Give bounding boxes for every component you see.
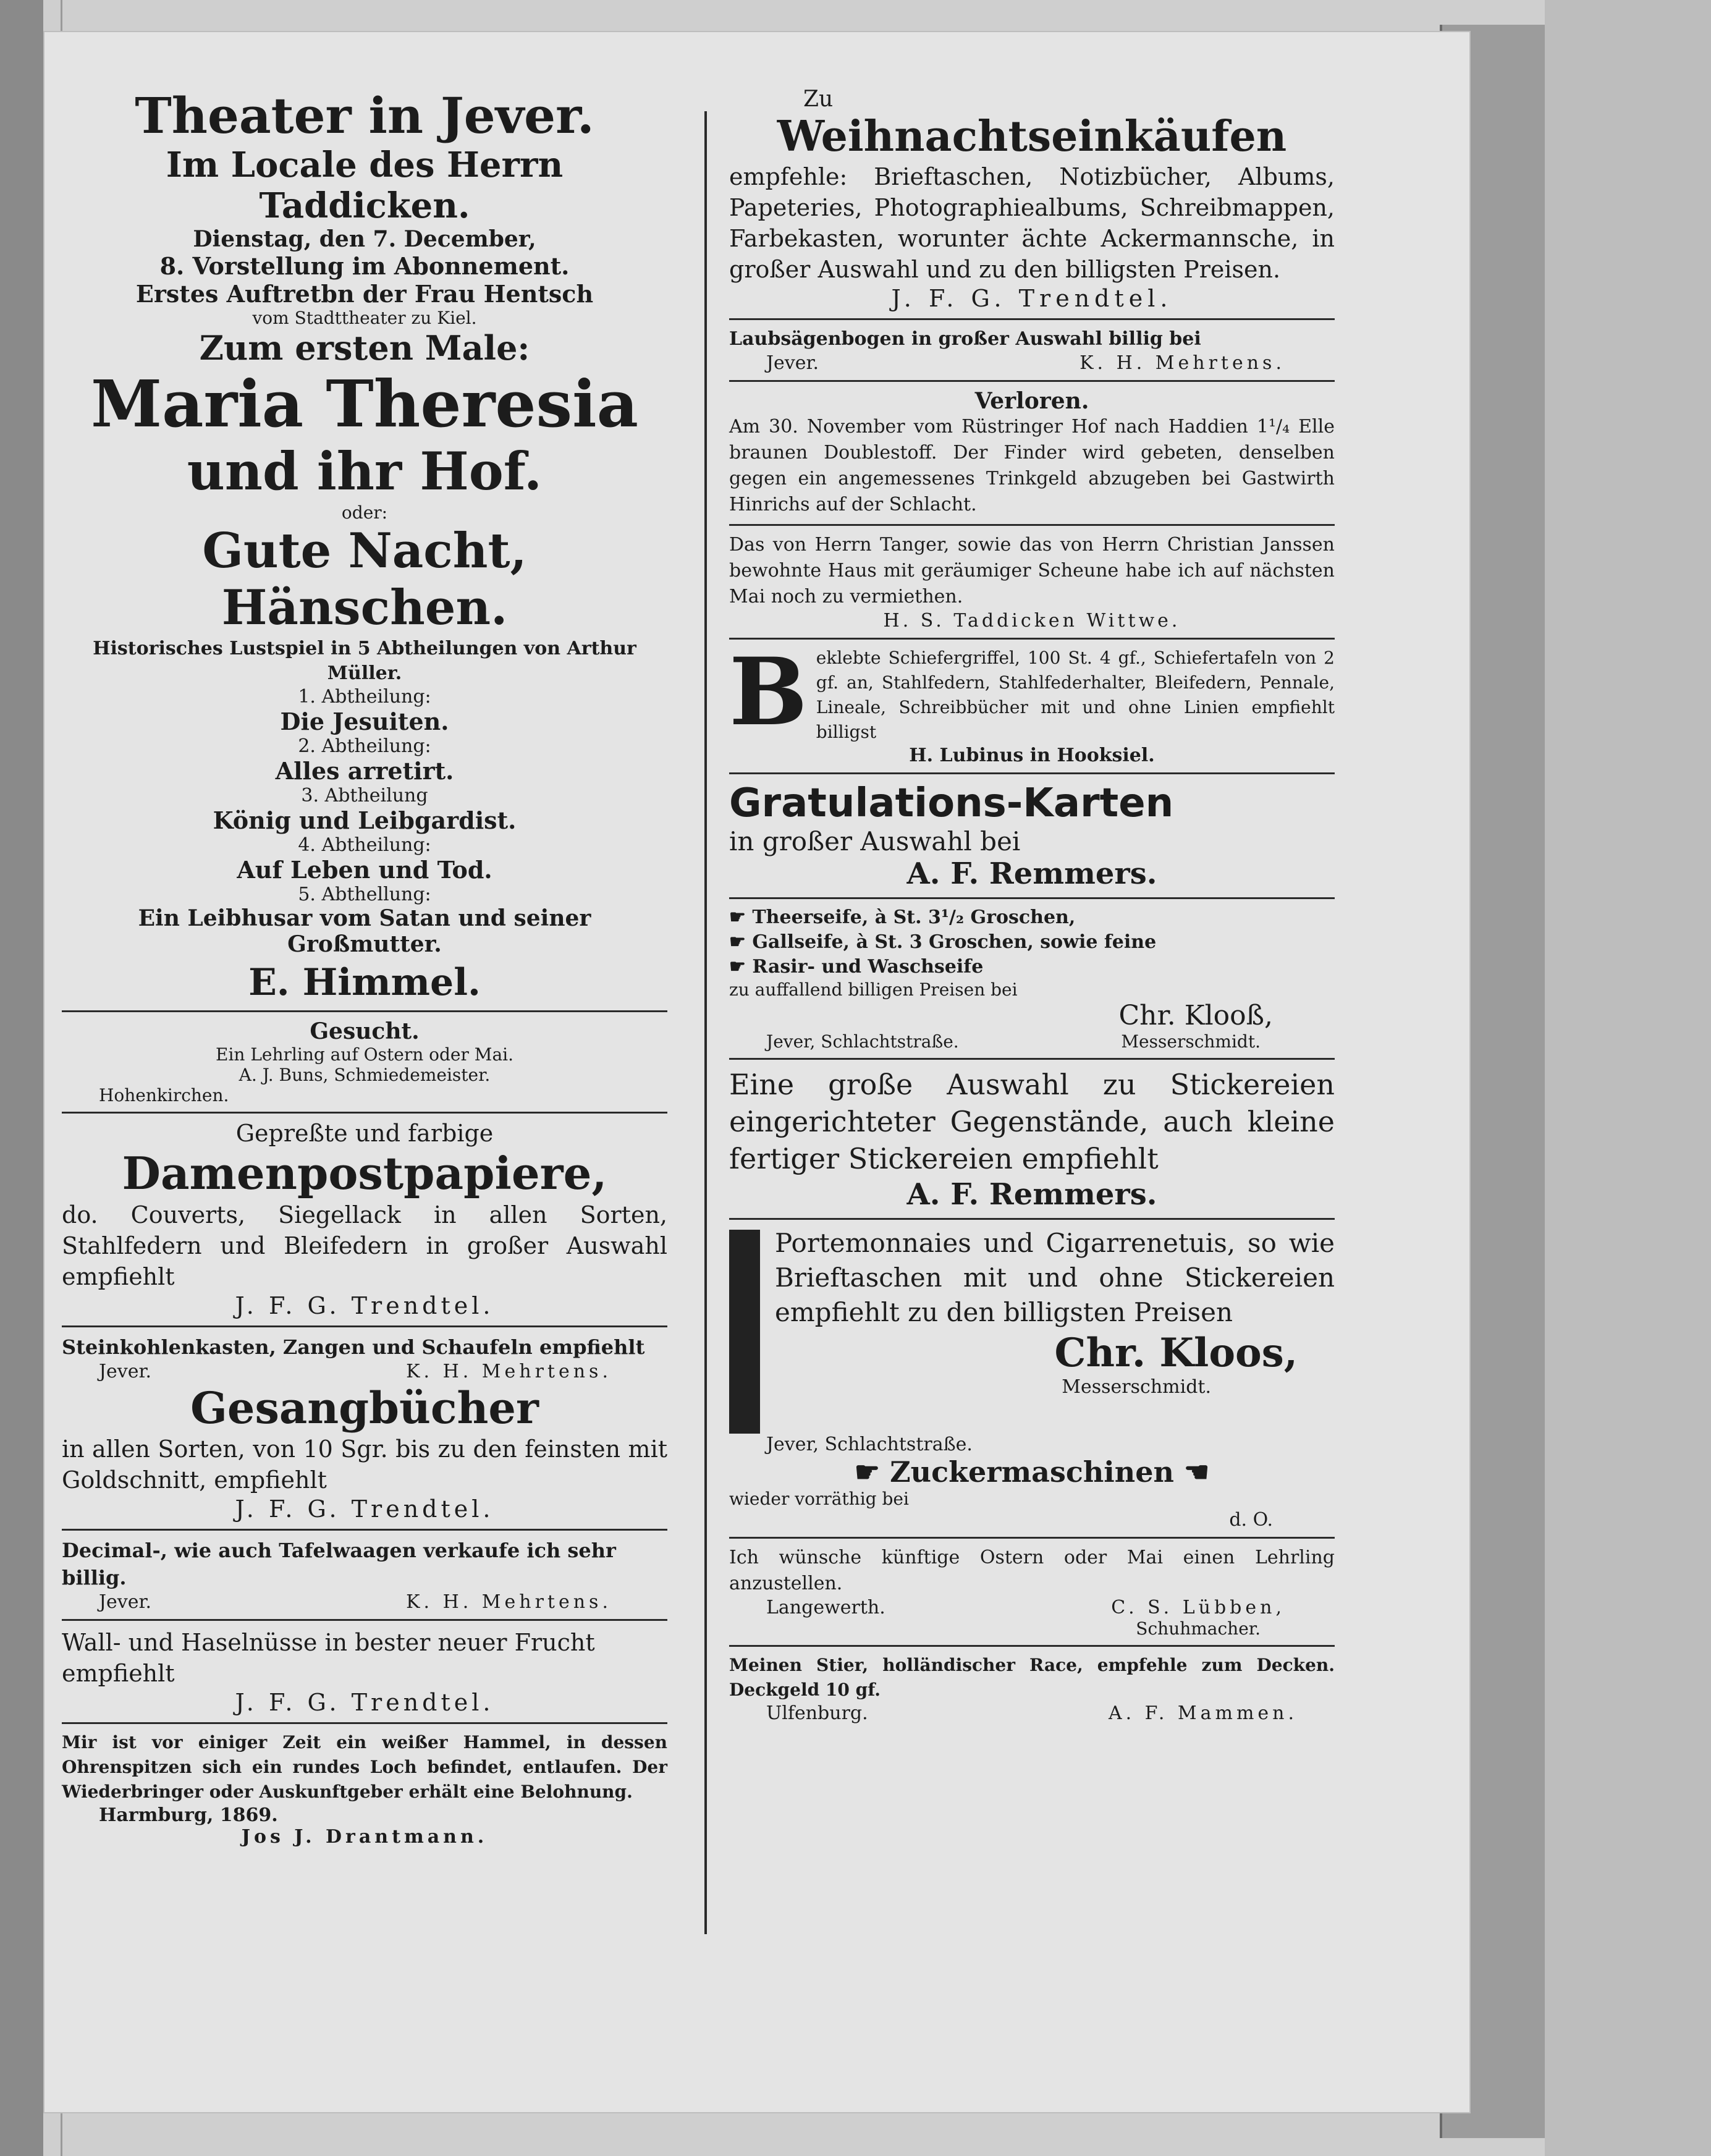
schiefer-text: eklebte Schiefergriffel, 100 St. 4 gf., Schiefertafeln von 2 gf. an, Stahlfedern, Stahlfederhalter, Bleifedern, Pennale, Lineale, Schreibbücher mit und ohne Linien empfiehlt billigst bbox=[816, 648, 1335, 742]
gesucht-signature: A. J. Buns, Schmiedemeister. bbox=[239, 1065, 491, 1085]
hand-right-icon: ☚ bbox=[1173, 1455, 1210, 1489]
zucker-signature: d. O. bbox=[1229, 1509, 1273, 1531]
haus-ad bbox=[729, 532, 1335, 632]
nuesse-signature: J. F. G. Trendtel. bbox=[235, 1689, 494, 1716]
porte-signature: Chr. Kloos, bbox=[1054, 1330, 1298, 1376]
gesang-text: in allen Sorten, von 10 Sgr. bis zu den feinsten mit Goldschnitt, empfiehlt bbox=[62, 1435, 667, 1494]
act-title: Ein Leibhusar vom Satan und seiner Großmutter. bbox=[138, 905, 591, 957]
haus-signature: H. S. Taddicken Wittwe. bbox=[883, 610, 1181, 632]
damen-ad bbox=[62, 1120, 667, 1319]
hand-pointer-icon: ☛ bbox=[729, 956, 753, 978]
lehrling-ad bbox=[729, 1545, 1335, 1639]
seife-item: ☛ Theerseife, à St. 3¹/₂ Groschen, bbox=[729, 907, 1076, 928]
hammel-text: Mir ist vor einiger Zeit ein weißer Hammel, in dessen Ohrenspitzen sich ein rundes Loch befindet, entlaufen. Der Wiederbringer oder Auskunftgeber erhält eine Belohnung. bbox=[62, 1732, 667, 1802]
porte-role: Messerschmidt. bbox=[1062, 1376, 1211, 1398]
play-title-1: Maria Theresia bbox=[91, 366, 638, 442]
act-2 bbox=[62, 735, 667, 785]
act-4 bbox=[62, 834, 667, 884]
laubsaegen-signature: K. H. Mehrtens. bbox=[1079, 352, 1285, 374]
sticke-text: Eine große Auswahl zu Stickereien eingerichteter Gegenstände, auch kleine fertiger Stickereien empfiehlt bbox=[729, 1068, 1335, 1175]
gesucht-place: Hohenkirchen. bbox=[99, 1085, 229, 1105]
gesang-ad bbox=[62, 1382, 667, 1523]
act-label: 3. Abtheilung bbox=[301, 785, 428, 806]
haus-text: Das von Herrn Tanger, sowie das von Herrn Christian Janssen bewohnte Haus mit geräumiger Scheune habe ich auf nächsten Mai noch zu vermiethen. bbox=[729, 534, 1335, 607]
stier-text: Meinen Stier, holländischer Race, empfehle zum Decken. Deckgeld 10 gf. bbox=[729, 1655, 1335, 1700]
weihnacht-ad bbox=[729, 87, 1335, 312]
steinkohlen-place: Jever. bbox=[99, 1361, 152, 1382]
decimal-ad bbox=[62, 1537, 667, 1613]
stier-ad bbox=[729, 1653, 1335, 1724]
porte-ad bbox=[729, 1226, 1335, 1455]
separator bbox=[62, 1325, 667, 1327]
play-title-3: Gute Nacht, Hänschen. bbox=[202, 523, 527, 636]
gratulation-signature: A. F. Remmers. bbox=[906, 856, 1157, 891]
theater-date: Dienstag, den 7. December, bbox=[193, 226, 536, 252]
nuesse-text: Wall- und Haselnüsse in bester neuer Frucht empfiehlt bbox=[62, 1629, 595, 1687]
separator bbox=[62, 1529, 667, 1531]
theater-first-time: Zum ersten Male: bbox=[199, 328, 530, 368]
gratulation-text: in großer Auswahl bei bbox=[729, 826, 1021, 856]
act-title: Alles arretirt. bbox=[275, 757, 454, 785]
verloren-ad bbox=[729, 388, 1335, 518]
lehrling-signature: C. S. Lübben, bbox=[1111, 1597, 1285, 1618]
lehrling-place: Langewerth. bbox=[766, 1597, 885, 1618]
seife-role: Messerschmidt. bbox=[1121, 1031, 1261, 1052]
book-spine bbox=[0, 0, 43, 2156]
weihnacht-title: Weihnachtseinkäufen bbox=[777, 112, 1287, 161]
lehrling-role: Schuhmacher. bbox=[1136, 1618, 1261, 1639]
separator bbox=[729, 1645, 1335, 1647]
act-label: 4. Abtheilung: bbox=[298, 834, 431, 856]
separator bbox=[729, 1218, 1335, 1220]
theater-signature: E. Himmel. bbox=[248, 961, 481, 1004]
separator bbox=[729, 380, 1335, 382]
stier-place: Ulfenburg. bbox=[766, 1702, 868, 1724]
act-title: König und Leibgardist. bbox=[213, 806, 517, 834]
separator bbox=[729, 897, 1335, 899]
damen-title: Damenpostpapiere, bbox=[122, 1147, 607, 1199]
act-1 bbox=[62, 686, 667, 735]
separator bbox=[729, 772, 1335, 774]
zucker-text: wieder vorräthig bei bbox=[729, 1489, 909, 1509]
hand-left-icon: ☛ bbox=[854, 1455, 890, 1489]
separator bbox=[729, 524, 1335, 526]
seife-text: zu auffallend billigen Preisen bei bbox=[729, 979, 1018, 1000]
separator bbox=[62, 1112, 667, 1114]
weihnacht-zu: Zu bbox=[803, 87, 834, 112]
decimal-text: Decimal-, wie auch Tafelwaagen verkaufe ich sehr billig. bbox=[62, 1539, 616, 1589]
seife-item: ☛ Gallseife, à St. 3 Groschen, sowie feine bbox=[729, 931, 1157, 953]
stier-signature: A. F. Mammen. bbox=[1108, 1702, 1298, 1724]
schiefer-initial: B bbox=[729, 638, 808, 746]
weihnacht-text: empfehle: Brieftaschen, Notizbücher, Albums, Papeteries, Photographiealbums, Schreibmappen, Farbekasten, worunter ächte Ackermannsche, in großer Auswahl und zu den billigsten Preisen. bbox=[729, 163, 1335, 283]
gesucht-title: Gesucht. bbox=[310, 1018, 420, 1044]
gesucht-text: Ein Lehrling auf Ostern oder Mai. bbox=[216, 1044, 513, 1065]
gesang-title: Gesangbücher bbox=[190, 1382, 539, 1434]
separator bbox=[729, 318, 1335, 320]
hammel-signature: Jos J. Drantmann. bbox=[241, 1826, 488, 1848]
theater-performance: 8. Vorstellung im Abonnement. bbox=[159, 252, 570, 280]
schiefer-signature: H. Lubinus in Hooksiel. bbox=[909, 745, 1155, 766]
laubsaegen-place: Jever. bbox=[766, 352, 819, 374]
left-column bbox=[62, 87, 667, 1848]
laubsaegen-ad bbox=[729, 326, 1335, 374]
gesucht-ad bbox=[62, 1018, 667, 1105]
theater-from: vom Stadttheater zu Kiel. bbox=[252, 308, 477, 328]
verloren-title: Verloren. bbox=[974, 388, 1089, 414]
steinkohlen-ad bbox=[62, 1334, 667, 1382]
zucker-title-row bbox=[729, 1455, 1335, 1489]
weihnacht-signature: J. F. G. Trendtel. bbox=[891, 285, 1173, 312]
separator bbox=[62, 1722, 667, 1724]
separator bbox=[729, 638, 1335, 640]
gratulation-ad bbox=[729, 780, 1335, 891]
porte-place: Jever, Schlachtstraße. bbox=[766, 1434, 973, 1455]
laubsaegen-text: Laubsägenbogen in großer Auswahl billig bei bbox=[729, 328, 1201, 350]
play-or: oder: bbox=[341, 502, 388, 523]
hand-pointer-icon: ☛ bbox=[729, 931, 753, 953]
steinkohlen-signature: K. H. Mehrtens. bbox=[406, 1361, 612, 1382]
column-divider bbox=[704, 111, 707, 1934]
act-label: 5. Abthellung: bbox=[298, 884, 431, 905]
theater-venue: Im Locale des Herrn Taddicken. bbox=[166, 145, 564, 226]
decimal-signature: K. H. Mehrtens. bbox=[406, 1591, 612, 1613]
separator bbox=[62, 1619, 667, 1621]
play-description: Historisches Lustspiel in 5 Abtheilungen von Arthur Müller. bbox=[93, 638, 636, 684]
porte-text: Portemonnaies und Cigarrenetuis, so wie Brieftaschen mit und ohne Stickereien empfiehlt zu den billigsten Preisen bbox=[775, 1228, 1335, 1327]
background bbox=[1545, 0, 1711, 2156]
hammel-ad bbox=[62, 1730, 667, 1848]
lehrling-text: Ich wünsche künftige Ostern oder Mai einen Lehrling anzustellen. bbox=[729, 1547, 1335, 1594]
gesang-signature: J. F. G. Trendtel. bbox=[235, 1495, 494, 1523]
seife-ad bbox=[729, 905, 1335, 1052]
theater-title: Theater in Jever. bbox=[135, 87, 594, 145]
play-title-2: und ihr Hof. bbox=[187, 441, 543, 502]
theater-ad bbox=[62, 87, 667, 1004]
decimal-place: Jever. bbox=[99, 1591, 152, 1613]
theater-debut: Erstes Auftretbn der Frau Hentsch bbox=[135, 280, 594, 308]
separator bbox=[729, 1537, 1335, 1539]
seife-signature: Chr. Klooß, bbox=[1118, 1000, 1273, 1031]
act-3 bbox=[62, 785, 667, 834]
hammel-place: Harmburg, 1869. bbox=[99, 1804, 278, 1826]
damen-signature: J. F. G. Trendtel. bbox=[235, 1292, 494, 1319]
damen-line1: Gepreßte und farbige bbox=[235, 1120, 494, 1147]
seife-item: ☛ Rasir- und Waschseife bbox=[729, 956, 984, 978]
nuesse-ad bbox=[62, 1627, 667, 1716]
sticke-signature: A. F. Remmers. bbox=[906, 1177, 1157, 1212]
act-label: 2. Abtheilung: bbox=[298, 735, 431, 757]
verloren-text: Am 30. November vom Rüstringer Hof nach Haddien 1¹/₄ Elle braunen Doublestoff. Der Finder wird gebeten, denselben gegen ein angemessenes Trinkgeld abzugeben bei Gastwirth Hinrichs auf der Schlacht. bbox=[729, 416, 1335, 515]
steinkohlen-text: Steinkohlenkasten, Zangen und Schaufeln empfiehlt bbox=[62, 1335, 645, 1359]
act-label: 1. Abtheilung: bbox=[298, 686, 431, 708]
gratulation-title: Gratulations-Karten bbox=[729, 780, 1174, 826]
act-title: Die Jesuiten. bbox=[280, 708, 449, 735]
schiefer-ad bbox=[729, 638, 1335, 766]
zucker-title: Zuckermaschinen bbox=[890, 1455, 1174, 1489]
right-column bbox=[729, 87, 1335, 1724]
act-title: Auf Leben und Tod. bbox=[237, 856, 492, 884]
separator bbox=[729, 1058, 1335, 1060]
separator bbox=[62, 1010, 667, 1012]
sticke-ad bbox=[729, 1066, 1335, 1212]
hand-pointer-icon: ☛ bbox=[729, 907, 753, 928]
seife-place: Jever, Schlachtstraße. bbox=[766, 1031, 959, 1052]
zucker-ad bbox=[729, 1455, 1335, 1531]
decorative-initial-bar bbox=[729, 1230, 760, 1434]
act-5 bbox=[62, 884, 667, 957]
damen-text: do. Couverts, Siegellack in allen Sorten, Stahlfedern und Bleifedern in großer Auswahl empfiehlt bbox=[62, 1201, 667, 1290]
